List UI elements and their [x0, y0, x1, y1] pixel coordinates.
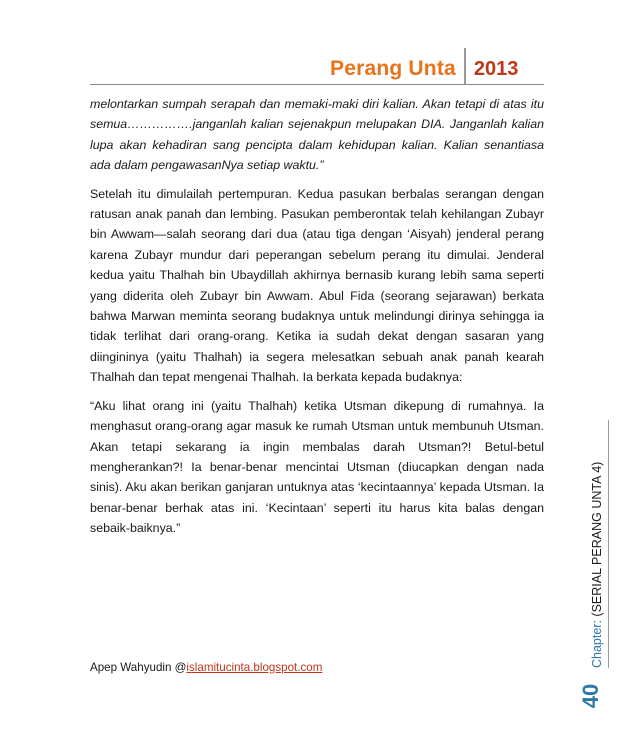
paragraph-battle: Setelah itu dimulailah pertempuran. Kedua pasukan berbalas serangan dengan ratusan anak panah dan lembing. Pasukan pemberontak telah kehilangan Zubayr bin Awwam—salah seorang dari dua (atau tiga dengan ‘Aisyah) jenderal perang karena Zubayr mundur dari peperangan sebelum perang itu dimulai. Jenderal kedua yaitu Thalhah bin Ubaydillah akhirnya bernasib kurang lebih sama seperti yang diderita oleh Zubayr bin Awwam. Abul Fida (seorang sejarawan) berkata bahwa Marwan meminta seorang budaknya untuk melindungi dirinya sehingga ia tidak terlihat dari orang-orang. Ketika ia sudah dekat dengan sasaran yang diingininya (yaitu Thalhah) ia segera melesatkan sebuah anak panah kearah Thalhah dan tepat mengenai Thalhah. Ia berkata kepada budaknya:	[90, 186, 544, 385]
chapter-label-vertical	[586, 422, 608, 668]
footer-author: Apep Wahyudin @	[90, 661, 187, 674]
page-number	[574, 676, 608, 716]
page-footer	[90, 661, 322, 674]
page-number-value: 40	[578, 683, 603, 709]
paragraph-marwan-quote: “Aku lihat orang ini (yaitu Thalhah) ketika Utsman dikepung di rumahnya. Ia menghasut orang-orang agar masuk ke rumah Utsman untuk membunuh Utsman. Akan tetapi sekarang ia ingin membalas darah Utsman?! Betul-betul mengherankan?! Ia benar-benar mencintai Utsman (diucapkan dengan nada sinis). Aku akan berikan ganjaran untuknya atas ‘kecintaannya’ kepada Utsman. Ia benar-benar berhak atas ini. ‘Kecintaan’ seperti itu harus kita balas dengan sebaik-baiknya.”	[90, 398, 544, 536]
header-underline	[90, 84, 544, 85]
chapter-sidebar	[586, 422, 608, 668]
header-title: Perang Unta	[330, 57, 456, 80]
side-divider	[608, 420, 609, 668]
body-text	[90, 94, 544, 547]
header-year: 2013	[473, 58, 519, 80]
paragraph-quote-end: melontarkan sumpah serapah dan memaki-maki diri kalian. Akan tetapi di atas itu semua…………….janganlah kalian sejenakpun melupakan DIA. Janganlah kalian lupa akan kehadiran sang pencipta dalam kehidupan kalian. Kalian senantiasa ada dalam pengawasanNya setiap waktu.”	[90, 97, 544, 173]
page-header	[330, 48, 518, 84]
chapter-label: Chapter:	[590, 620, 604, 668]
footer-blog-link[interactable]: islamitucinta.blogspot.com	[186, 661, 323, 674]
chapter-title: (SERIAL PERANG UNTA 4)	[590, 461, 604, 621]
